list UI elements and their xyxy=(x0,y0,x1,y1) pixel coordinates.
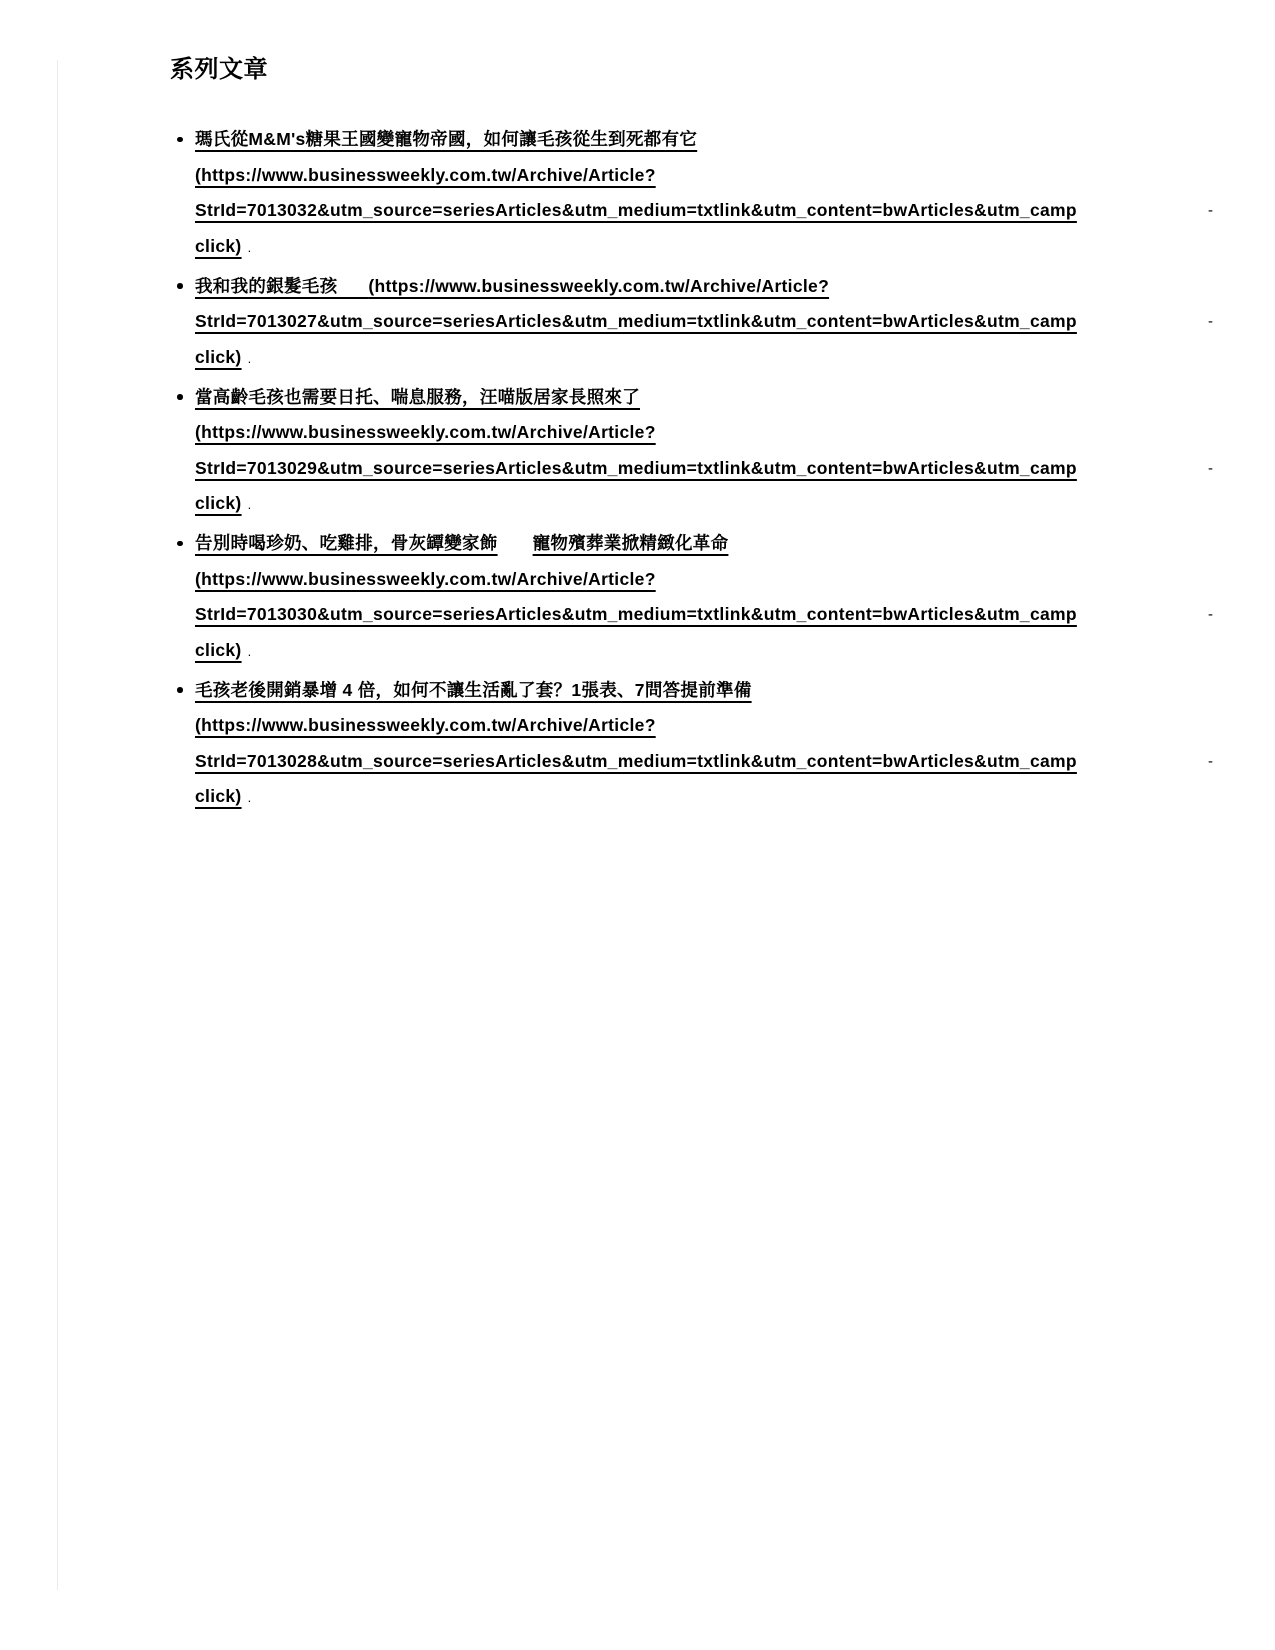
list-item xyxy=(170,380,1213,523)
article-link[interactable] xyxy=(195,269,1213,377)
article-url-line xyxy=(195,304,1213,340)
article-url-part: StrId=7013027&utm_source=seriesArticles&utm_medium=txtlink&utm_content=bwArticles&utm_camp xyxy=(195,311,1077,331)
wrap-hyphen: - xyxy=(1208,752,1213,770)
trailing-period: . xyxy=(247,239,252,255)
article-url-part: StrId=7013028&utm_source=seriesArticles&utm_medium=txtlink&utm_content=bwArticles&utm_camp xyxy=(195,750,1077,771)
article-title: 毛孩老後開銷暴增 4 倍，如何不讓生活亂了套？1張表、7問答提前準備 xyxy=(195,679,752,700)
article-title-line xyxy=(195,526,1213,562)
article-url-part: (https://www.businessweekly.com.tw/Archive/Article? xyxy=(195,568,656,589)
wrap-hyphen: - xyxy=(1208,313,1213,330)
trailing-period: . xyxy=(247,643,252,659)
article-url-part: (https://www.businessweekly.com.tw/Archive/Article? xyxy=(368,275,830,296)
article-url-part: click) xyxy=(195,493,242,513)
article-url-line xyxy=(195,597,1213,633)
trailing-period: . xyxy=(247,497,252,512)
article-title: 當高齡毛孩也需要日托、喘息服務，汪喵版居家長照來了 xyxy=(195,386,640,407)
article-link[interactable] xyxy=(195,526,1213,669)
article-url-part: click) xyxy=(195,786,242,806)
article-url-line xyxy=(195,158,1213,194)
page-content xyxy=(170,55,1215,819)
bullet-marker xyxy=(177,687,183,693)
wrap-hyphen: - xyxy=(1208,606,1213,623)
article-url-line xyxy=(195,415,1213,451)
list-item xyxy=(170,269,1213,377)
page-title: 系列文章 xyxy=(170,56,268,83)
article-url-line xyxy=(195,744,1213,780)
article-url-line xyxy=(195,451,1213,487)
bullet-marker xyxy=(177,283,183,289)
bullet-marker xyxy=(177,137,183,143)
article-title: 寵物殯葬業掀精緻化革命 xyxy=(532,533,729,553)
article-url-part: click) xyxy=(195,639,242,660)
article-url-part: click) xyxy=(195,346,242,367)
trailing-period: . xyxy=(247,790,252,805)
article-title-line xyxy=(195,380,1213,416)
bullet-marker xyxy=(177,394,183,400)
article-link[interactable] xyxy=(195,122,1213,265)
article-url-line xyxy=(195,562,1213,598)
article-url-line xyxy=(195,486,1213,523)
article-url-line xyxy=(195,193,1213,229)
bullet-marker xyxy=(177,541,183,547)
article-title: 告別時喝珍奶、吃雞排，骨灰罈變家飾 xyxy=(195,533,498,553)
list-item xyxy=(170,673,1213,816)
page-edge-line xyxy=(57,60,58,1590)
trailing-period: . xyxy=(247,350,252,366)
article-url-part: StrId=7013029&utm_source=seriesArticles&utm_medium=txtlink&utm_content=bwArticles&utm_camp xyxy=(195,457,1077,478)
article-title-line xyxy=(195,122,1213,158)
article-title: 我和我的銀髮毛孩 xyxy=(195,275,369,296)
article-url-part: (https://www.businessweekly.com.tw/Archive/Article? xyxy=(195,164,656,185)
wrap-hyphen: - xyxy=(1208,202,1213,219)
article-url-part: (https://www.businessweekly.com.tw/Archive/Article? xyxy=(195,422,656,442)
article-url-part: StrId=7013032&utm_source=seriesArticles&utm_medium=txtlink&utm_content=bwArticles&utm_camp xyxy=(195,200,1077,220)
article-url-line xyxy=(195,340,1213,377)
article-url-line xyxy=(195,708,1213,744)
list-item xyxy=(170,526,1213,669)
article-url-part: StrId=7013030&utm_source=seriesArticles&utm_medium=txtlink&utm_content=bwArticles&utm_camp xyxy=(195,604,1077,624)
article-url-part: (https://www.businessweekly.com.tw/Archive/Article? xyxy=(195,715,656,735)
article-title-line xyxy=(195,269,1213,305)
article-link[interactable] xyxy=(195,673,1213,816)
article-title-line xyxy=(195,673,1213,709)
article-url-line xyxy=(195,633,1213,670)
series-article-list xyxy=(170,122,1215,816)
list-item xyxy=(170,122,1213,265)
article-url-line xyxy=(195,779,1213,816)
article-url-part: click) xyxy=(195,235,242,256)
article-link[interactable] xyxy=(195,380,1213,523)
article-url-line xyxy=(195,229,1213,266)
wrap-hyphen: - xyxy=(1208,459,1213,477)
article-title: 瑪氏從M&M's糖果王國變寵物帝國，如何讓毛孩從生到死都有它 xyxy=(195,129,698,149)
